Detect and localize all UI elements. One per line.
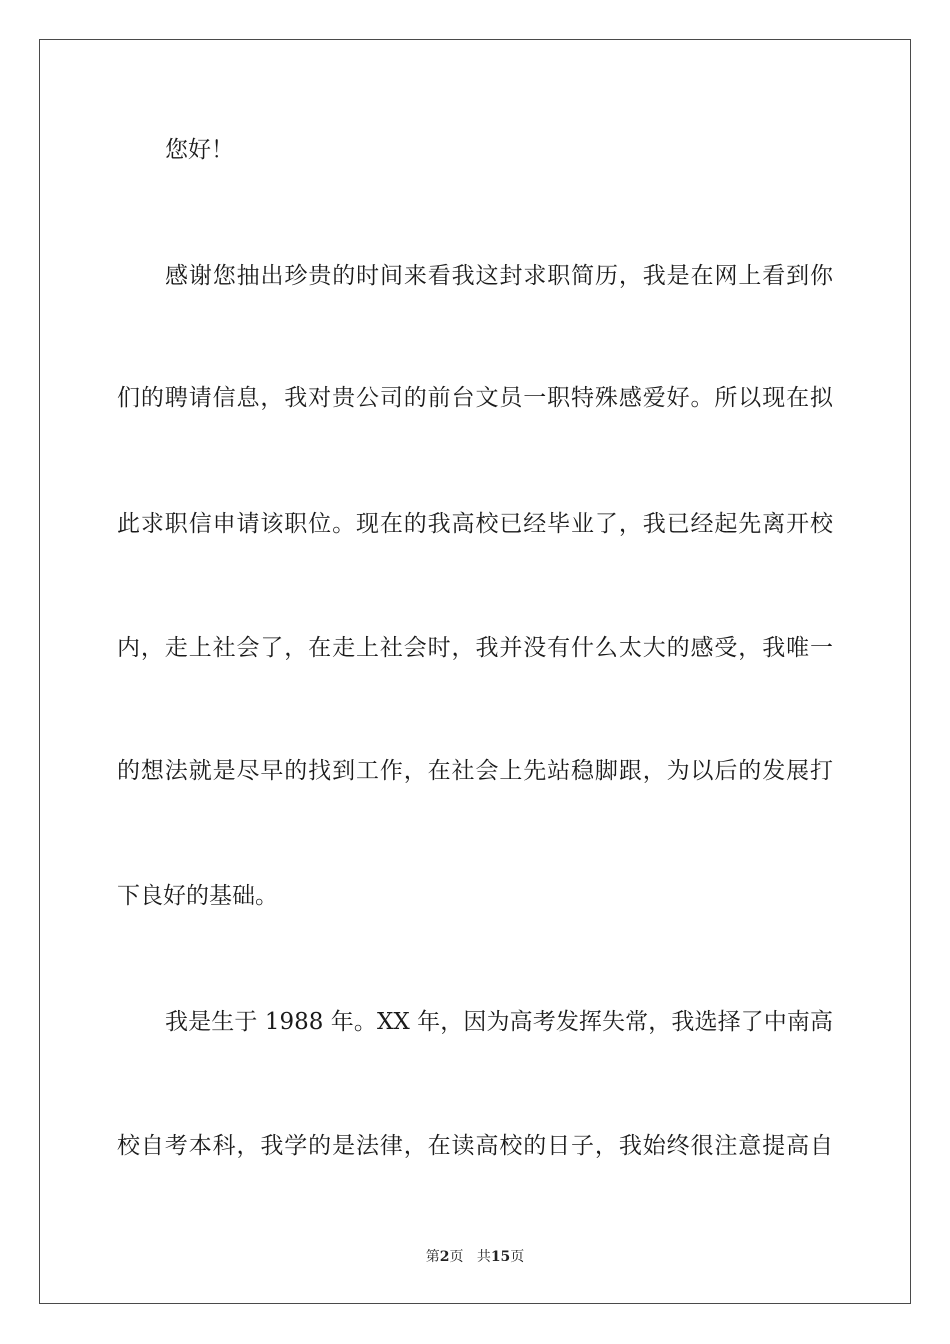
total-pages: 15: [490, 1249, 511, 1265]
page-border: [39, 39, 911, 1304]
text-line: 的想法就是尽早的找到工作，在社会上先站稳脚跟，为以后的发展打: [117, 758, 833, 784]
text-line: 下良好的基础。: [117, 883, 278, 909]
page-number: 2: [439, 1249, 450, 1265]
text-line: 感谢您抽出珍贵的时间来看我这封求职简历，我是在网上看到你: [165, 263, 833, 289]
text-line: 此求职信申请该职位。现在的我高校已经毕业了，我已经起先离开校: [117, 511, 833, 537]
text-line: 我是生于 1988 年。XX 年，因为高考发挥失常，我选择了中南高: [165, 1009, 833, 1035]
greeting-line: 您好！: [165, 137, 234, 163]
text-line: 校自考本科，我学的是法律，在读高校的日子，我始终很注意提高自: [117, 1133, 833, 1159]
total-suffix: 页: [510, 1249, 525, 1265]
total-prefix: 共: [476, 1249, 491, 1265]
text-line: 内，走上社会了，在走上社会时，我并没有什么太大的感受，我唯一: [117, 635, 833, 661]
page-footer: [0, 1248, 950, 1266]
text-line: 们的聘请信息，我对贵公司的前台文员一职特殊感爱好。所以现在拟: [117, 385, 833, 411]
page-suffix: 页: [449, 1249, 464, 1265]
page-prefix: 第: [425, 1249, 440, 1265]
